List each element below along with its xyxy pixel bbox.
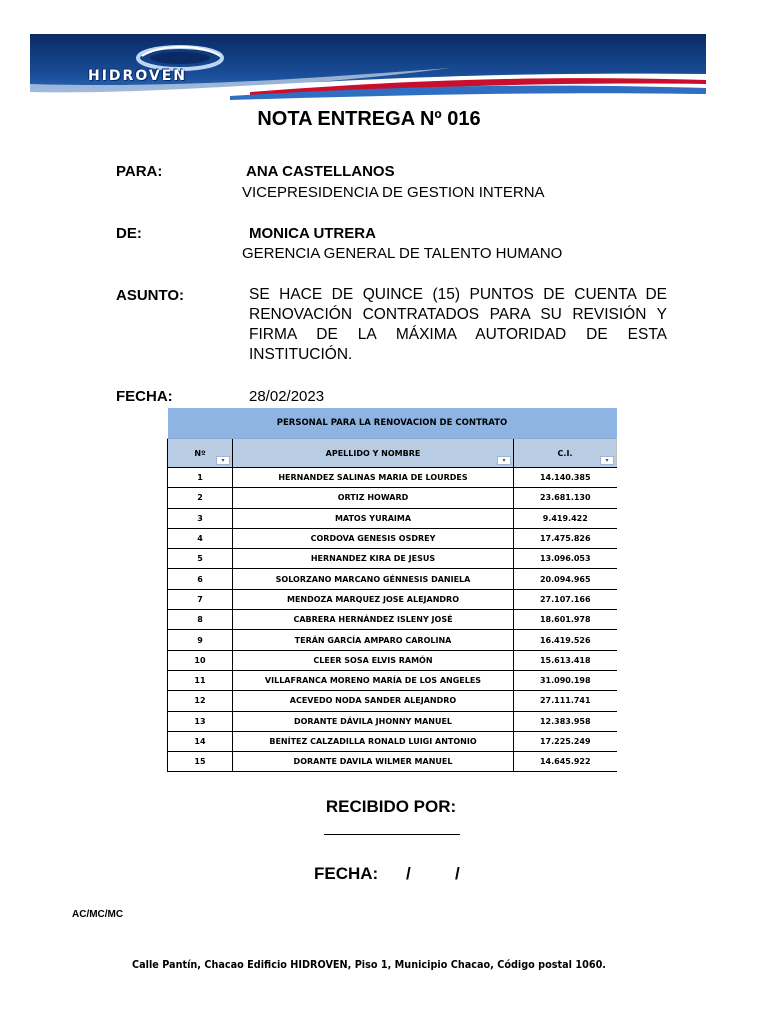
date-separator: / xyxy=(455,864,460,883)
row-full-name: ORTIZ HOWARD xyxy=(233,488,514,508)
row-full-name: SOLORZANO MARCANO GÉNNESIS DANIELA xyxy=(233,569,514,589)
table-caption: PERSONAL PARA LA RENOVACION DE CONTRATO xyxy=(168,408,617,439)
table-row xyxy=(168,731,617,751)
row-number: 14 xyxy=(168,731,233,751)
recibido-label: RECIBIDO POR: xyxy=(325,797,457,816)
document-title: NOTA ENTREGA Nº 016 xyxy=(257,108,481,130)
row-ci: 12.383.958 xyxy=(514,711,617,731)
row-full-name: DORANTE DÁVILA JHONNY MANUEL xyxy=(233,711,514,731)
row-full-name: DORANTE DAVILA WILMER MANUEL xyxy=(233,752,514,772)
filter-dropdown-icon[interactable]: ▾ xyxy=(216,456,230,465)
row-number: 8 xyxy=(168,610,233,630)
row-ci: 13.096.053 xyxy=(514,549,617,569)
table-row xyxy=(168,630,617,650)
row-number: 13 xyxy=(168,711,233,731)
row-full-name: MATOS YURAIMA xyxy=(233,508,514,528)
column-header-name-label: APELLIDO Y NOMBRE xyxy=(325,448,421,458)
table-row xyxy=(168,569,617,589)
para-name: ANA CASTELLANOS xyxy=(246,163,395,180)
row-ci: 20.094.965 xyxy=(514,569,617,589)
row-ci: 14.645.922 xyxy=(514,752,617,772)
asunto-text: SE HACE DE QUINCE (15) PUNTOS DE CUENTA DE RENOVACIÓN CONTRATADOS PARA SU REVISIÓN Y FIRMA DE LA MÁXIMA AUTORIDAD DE ESTA INSTITUCIÓN. xyxy=(249,286,667,363)
row-ci: 27.111.741 xyxy=(514,691,617,711)
row-ci: 9.419.422 xyxy=(514,508,617,528)
para-label: PARA: xyxy=(116,163,163,180)
row-number: 2 xyxy=(168,488,233,508)
column-header-ci xyxy=(514,439,617,468)
de-label: DE: xyxy=(116,225,142,242)
row-number: 1 xyxy=(168,468,233,488)
column-header-ci-label: C.I. xyxy=(557,448,573,458)
row-ci: 17.225.249 xyxy=(514,731,617,751)
personnel-table xyxy=(167,408,617,772)
row-full-name: VILLAFRANCA MORENO MARÍA DE LOS ANGELES xyxy=(233,670,514,690)
row-ci: 27.107.166 xyxy=(514,589,617,609)
row-ci: 18.601.978 xyxy=(514,610,617,630)
row-full-name: CORDOVA GENESIS OSDREY xyxy=(233,528,514,548)
row-full-name: BENÍTEZ CALZADILLA RONALD LUIGI ANTONIO xyxy=(233,731,514,751)
row-number: 11 xyxy=(168,670,233,690)
row-ci: 17.475.826 xyxy=(514,528,617,548)
table-row xyxy=(168,508,617,528)
para-department: VICEPRESIDENCIA DE GESTION INTERNA xyxy=(242,184,545,201)
date-separator: / xyxy=(406,864,411,883)
row-number: 3 xyxy=(168,508,233,528)
row-number: 15 xyxy=(168,752,233,772)
row-number: 12 xyxy=(168,691,233,711)
row-full-name: HERNANDEZ KIRA DE JESUS xyxy=(233,549,514,569)
table-row xyxy=(168,711,617,731)
filter-dropdown-icon[interactable]: ▾ xyxy=(600,456,614,465)
asunto-label: ASUNTO: xyxy=(116,287,185,304)
table-row xyxy=(168,691,617,711)
row-ci: 23.681.130 xyxy=(514,488,617,508)
column-header-number-label: Nº xyxy=(194,448,206,458)
company-logo-text: HIDROVEN xyxy=(88,68,187,84)
row-number: 10 xyxy=(168,650,233,670)
row-ci: 31.090.198 xyxy=(514,670,617,690)
column-header-name xyxy=(233,439,514,468)
column-header-number xyxy=(168,439,233,468)
row-ci: 14.140.385 xyxy=(514,468,617,488)
row-full-name: CABRERA HERNÁNDEZ ISLENY JOSÉ xyxy=(233,610,514,630)
row-full-name: TERÁN GARCÍA AMPARO CAROLINA xyxy=(233,630,514,650)
signature-line xyxy=(324,834,460,835)
row-ci: 16.419.526 xyxy=(514,630,617,650)
table-row xyxy=(168,488,617,508)
row-number: 7 xyxy=(168,589,233,609)
filter-dropdown-icon[interactable]: ▾ xyxy=(497,456,511,465)
table-row xyxy=(168,752,617,772)
row-full-name: CLEER SOSA ELVIS RAMÓN xyxy=(233,650,514,670)
row-full-name: ACEVEDO NODA SANDER ALEJANDRO xyxy=(233,691,514,711)
table-row xyxy=(168,528,617,548)
reference-initials: AC/MC/MC xyxy=(72,909,124,920)
table-row xyxy=(168,468,617,488)
de-department: GERENCIA GENERAL DE TALENTO HUMANO xyxy=(242,245,563,262)
table-row xyxy=(168,549,617,569)
receipt-fecha-label: FECHA: xyxy=(314,864,379,883)
footer-address: Calle Pantín, Chacao Edificio HIDROVEN, Piso 1, Municipio Chacao, Código postal 1060. xyxy=(132,958,606,971)
row-number: 5 xyxy=(168,549,233,569)
row-number: 6 xyxy=(168,569,233,589)
de-name: MONICA UTRERA xyxy=(249,225,376,242)
row-full-name: MENDOZA MARQUEZ JOSE ALEJANDRO xyxy=(233,589,514,609)
row-number: 9 xyxy=(168,630,233,650)
table-row xyxy=(168,589,617,609)
table-row xyxy=(168,670,617,690)
row-full-name: HERNANDEZ SALINAS MARIA DE LOURDES xyxy=(233,468,514,488)
row-number: 4 xyxy=(168,528,233,548)
row-ci: 15.613.418 xyxy=(514,650,617,670)
fecha-label: FECHA: xyxy=(116,388,173,405)
table-row xyxy=(168,650,617,670)
table-row xyxy=(168,610,617,630)
fecha-value: 28/02/2023 xyxy=(249,388,325,405)
